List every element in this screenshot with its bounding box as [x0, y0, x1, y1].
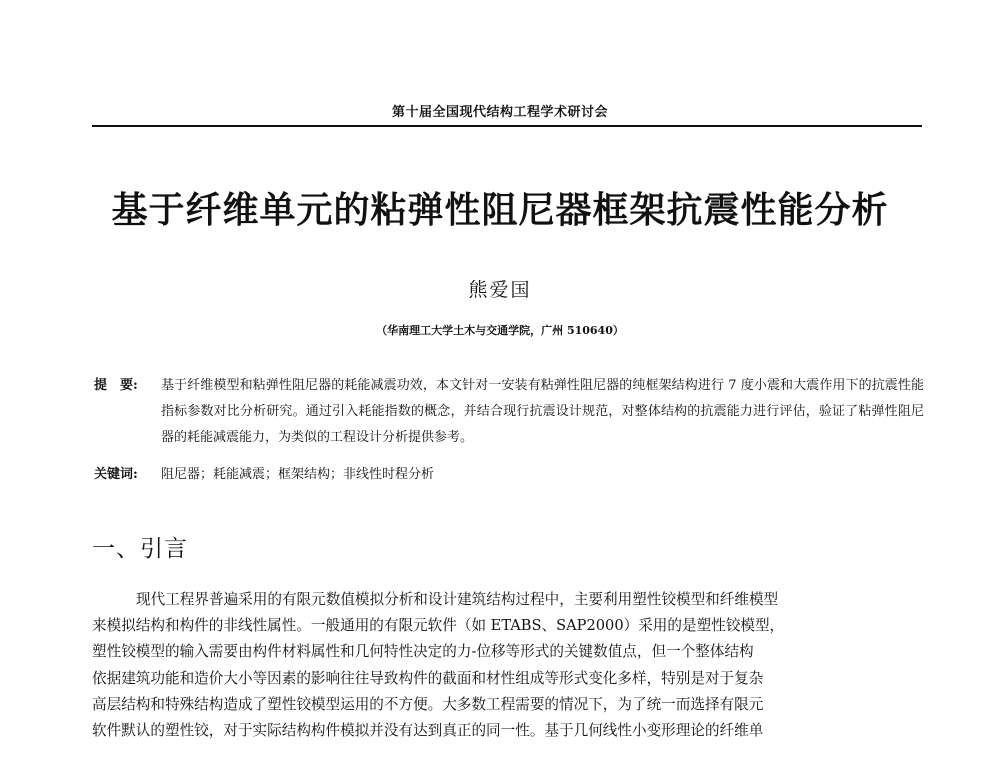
running-header: 第十届全国现代结构工程学术研讨会	[391, 105, 608, 120]
abstract-label: 提 要:	[94, 378, 138, 393]
paragraph-line: 塑性铰模型的输入需要由构件材料属性和几何特性决定的力-位移等形式的关键数值点，但一个整体结构	[92, 643, 754, 661]
abstract-text: 基于纤维模型和粘弹性阻尼器的耗能减震功效，本文针对一安装有粘弹性阻尼器的纯框架结构进行 7 度小震和大震作用下的抗震性能指标参数对比分析研究。通过引入耗能指数的概念，并结合现行抗震设计规范，对整体结构的抗震能力进行评估，验证了粘弹性阻尼器的耗能减震能力，为类似的工程设计分析提供参考。	[161, 378, 924, 445]
keywords	[94, 462, 924, 488]
paragraph-line: 现代工程界普遍采用的有限元数值模拟分析和设计建筑结构过程中，主要利用塑性铰模型和纤维模型	[136, 591, 779, 608]
paragraph-line: 软件默认的塑性铰，对于实际结构构件模拟并没有达到真正的同一性。基于几何线性小变形理论的纤维单	[92, 721, 764, 739]
paragraph-line: 依据建筑功能和造价大小等因素的影响往往导致构件的截面和材性组成等形式变化多样，特别是对于复杂	[92, 669, 764, 687]
keywords-text: 阻尼器；耗能减震；框架结构；非线性时程分析	[161, 467, 435, 482]
header-rule	[92, 125, 922, 127]
paragraph-line: 来模拟结构和构件的非线性属性。一般通用的有限元软件（如 ETABS、SAP2000）采用的是塑性铰模型，	[92, 617, 785, 635]
abstract	[94, 373, 924, 451]
introduction-paragraph	[92, 587, 922, 744]
author-name: 熊爱国	[468, 279, 532, 301]
section-heading-introduction: 一、引言	[92, 536, 188, 562]
paragraph-line: 高层结构和特殊结构造成了塑性铰模型运用的不方便。大多数工程需要的情况下，为了统一而选择有限元	[92, 695, 764, 713]
keywords-label: 关键词:	[94, 467, 138, 482]
author-affiliation: （华南理工大学土木与交通学院，广州 510640）	[376, 324, 624, 337]
paper-title: 基于纤维单元的粘弹性阻尼器框架抗震性能分析	[111, 190, 889, 231]
